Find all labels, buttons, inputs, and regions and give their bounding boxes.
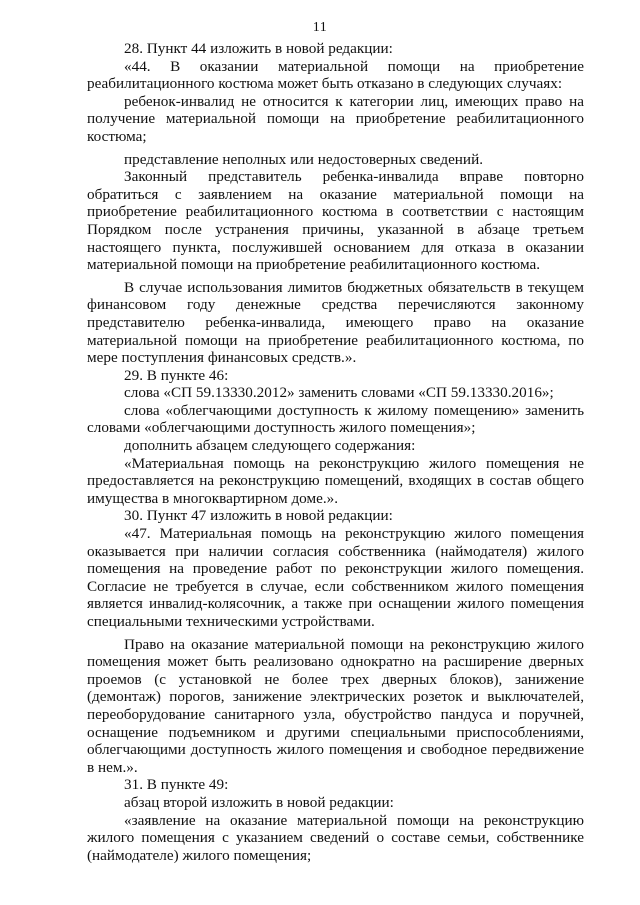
paragraph-item-29: 29. В пункте 46:: [124, 366, 229, 384]
paragraph-item-30: 30. Пункт 47 изложить в новой редакции:: [124, 507, 393, 525]
paragraph-limits: В случае использования лимитов бюджетных обязательств в текущем финансовом году денежные средства перечисляются законному представителю ребенка-инвалида, имеющего право на оказание материальной помощи на приобретение реабилитационного костюма, по мере поступления финансовых средств.».: [87, 278, 584, 367]
paragraph-application: «заявление на оказание материальной помощи на реконструкцию жилого помещения с указанием сведений о составе семьи, собственнике (наймодателе) жилого помещения;: [87, 811, 584, 864]
page-number: 11: [312, 20, 328, 35]
paragraph-reconstruction-right: Право на оказание материальной помощи на реконструкцию жилого помещения может быть реализовано однократно на расширение дверных проемов (с установкой не более трех дверных блоков), занижение (демонтаж) порогов, занижение электрических розеток и выключателей, переоборудование санитарного узла, обустройство пандуса и поручней, оснащение подъемником и другими специальными приспособлениями, облегчающими доступность жилого помещения и свободное передвижение в нем.».: [87, 635, 584, 776]
paragraph-item-31: 31. В пункте 49:: [124, 776, 229, 794]
paragraph-reapply: Законный представитель ребенка-инвалида вправе повторно обратиться с заявлением на оказание материальной помощи на приобретение реабилитационного костюма в соответствии с настоящим Порядком после устранения причины, указанной в абзаце третьем настоящего пункта, послужившей основанием для отказа в оказании материальной помощи на приобретение реабилитационного костюма.: [87, 168, 584, 274]
paragraph-refusal-reason-2: представление неполных или недостоверных сведений.: [124, 150, 483, 168]
paragraph-replace-sp: слова «СП 59.13330.2012» заменить словами «СП 59.13330.2016»;: [124, 384, 554, 402]
paragraph-item-28: 28. Пункт 44 изложить в новой редакции:: [124, 40, 393, 57]
paragraph-clause-44: «44. В оказании материальной помощи на приобретение реабилитационного костюма может быть отказано в следующих случаях:: [87, 57, 584, 93]
paragraph-replace-words: слова «облегчающими доступность к жилому помещению» заменить словами «облегчающими доступность жилого помещения»;: [87, 401, 584, 437]
paragraph-common-property: «Материальная помощь на реконструкцию жилого помещения не предоставляется на реконструкцию помещений, входящих в состав общего имущества в многоквартирном доме.».: [87, 454, 584, 507]
paragraph-refusal-reason-1: ребенок-инвалид не относится к категории лиц, имеющих право на получение материальной помощи на приобретение реабилитационного костюма;: [87, 92, 584, 145]
paragraph-add-abzac: дополнить абзацем следующего содержания:: [124, 437, 416, 455]
paragraph-second-abzac: абзац второй изложить в новой редакции:: [124, 793, 394, 811]
paragraph-clause-47: «47. Материальная помощь на реконструкцию жилого помещения оказывается при наличии согласия собственника (наймодателя) жилого помещения на проведение работ по реконструкции жилого помещения. Согласие не требуется в случае, если собственником жилого помещения является инвалид-колясочник, а также при оснащении жилого помещения специальными техническими устройствами.: [87, 525, 584, 630]
document-body: [87, 40, 584, 864]
